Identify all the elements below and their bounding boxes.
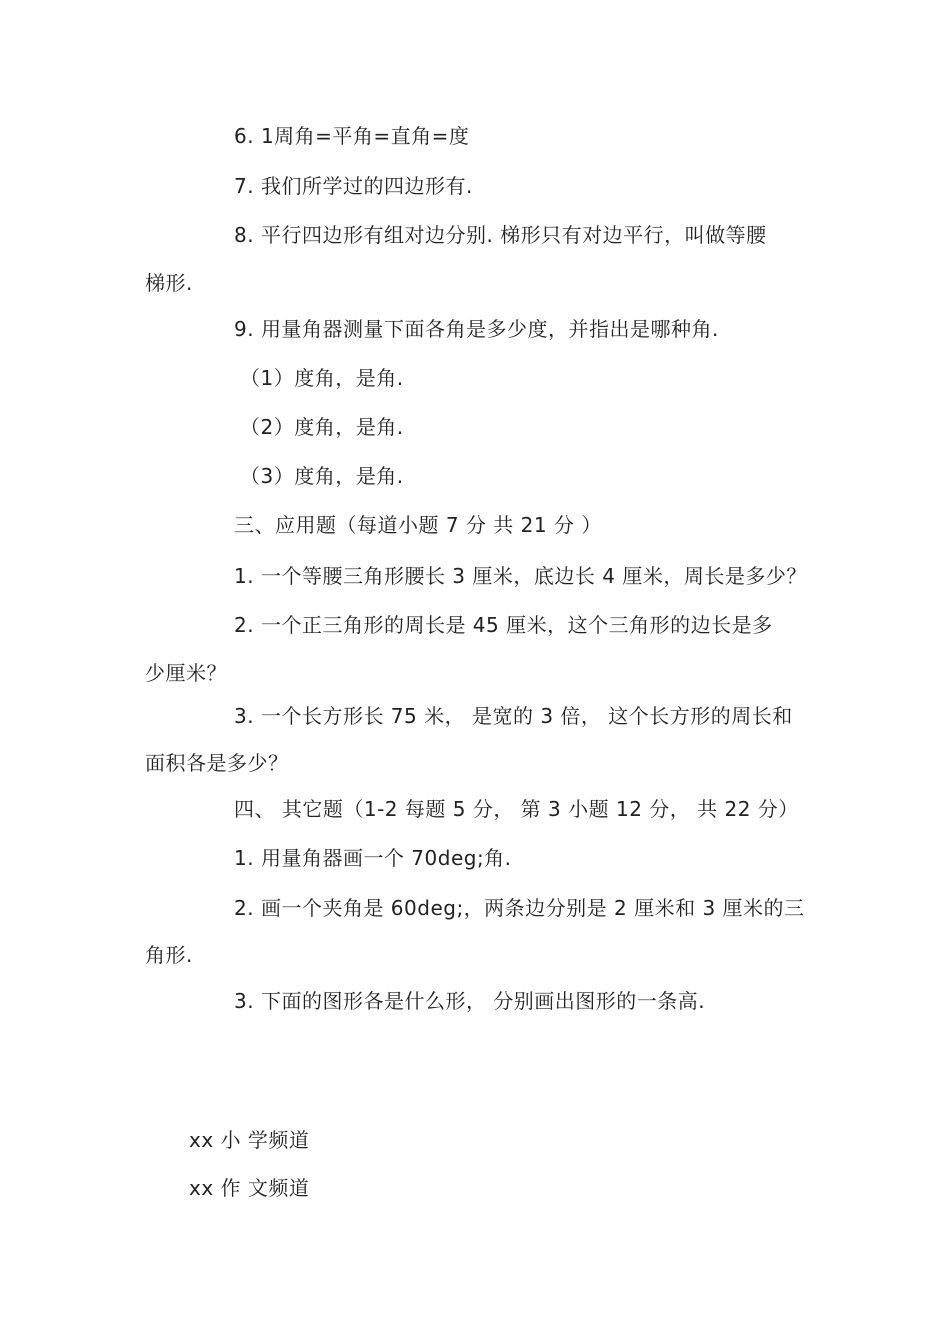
question-9-text: 9. 用量角器测量下面各角是多少度，并指出是哪种角. <box>234 317 719 341</box>
other-question-2-continuation: 角形. <box>145 943 193 967</box>
question-9-part-3: （3）度角，是角. <box>240 464 404 488</box>
application-question-3-continuation: 面积各是多少？ <box>145 751 289 775</box>
other-question-2: 2. 画一个夹角是 60deg;，两条边分别是 2 厘米和 3 厘米的三 <box>234 896 805 920</box>
footer-link-primary-school[interactable]: xx 小 学频道 <box>189 1128 310 1152</box>
other-question-3: 3. 下面的图形各是什么形， 分别画出图形的一条高. <box>234 989 706 1013</box>
question-7-text: 7. 我们所学过的四边形有. <box>234 174 473 198</box>
footer-link-composition[interactable]: xx 作 文频道 <box>189 1176 310 1200</box>
application-question-3: 3. 一个长方形长 75 米， 是宽的 3 倍， 这个长方形的周长和 <box>234 704 793 728</box>
question-6-text: 6. 1周角=平角=直角=度 <box>234 124 470 148</box>
question-9-part-1: （1）度角，是角. <box>240 366 404 390</box>
question-8-text: 8. 平行四边形有组对边分别. 梯形只有对边平行，叫做等腰 <box>234 223 767 247</box>
section-3-heading: 三、应用题（每道小题 7 分 共 21 分 ） <box>234 513 602 537</box>
other-question-1: 1. 用量角器画一个 70deg;角. <box>234 846 512 870</box>
question-9-part-2: （2）度角，是角. <box>240 415 404 439</box>
application-question-2-continuation: 少厘米？ <box>145 661 227 685</box>
application-question-2: 2. 一个正三角形的周长是 45 厘米，这个三角形的边长是多 <box>234 613 773 637</box>
section-4-heading: 四、 其它题（1-2 每题 5 分， 第 3 小题 12 分， 共 22 分） <box>234 797 799 821</box>
question-8-continuation: 梯形. <box>145 271 193 295</box>
application-question-1: 1. 一个等腰三角形腰长 3 厘米，底边长 4 厘米，周长是多少？ <box>234 564 807 588</box>
